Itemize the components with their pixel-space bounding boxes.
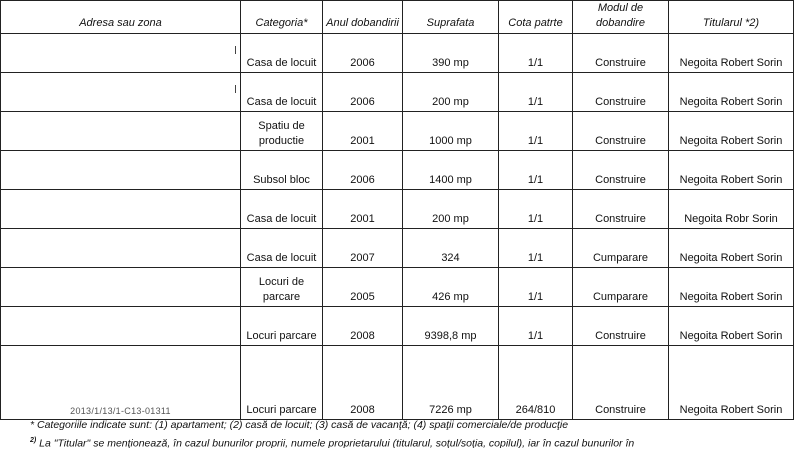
header-year: Anul dobandirii <box>323 1 403 34</box>
cell-mode: Construire <box>573 34 669 73</box>
cell-share: 1/1 <box>499 229 573 268</box>
cell-mode: Cumparare <box>573 229 669 268</box>
table-row <box>1 190 794 229</box>
cell-area: 1400 mp <box>403 151 499 190</box>
cell-owner: Negoita Robr Sorin <box>669 190 794 229</box>
cell-mode: Construire <box>573 307 669 346</box>
cell-address <box>1 34 241 73</box>
header-share: Cota patrte <box>499 1 573 34</box>
cell-owner: Negoita Robert Sorin <box>669 268 794 307</box>
cell-area: 200 mp <box>403 190 499 229</box>
cell-owner: Negoita Robert Sorin <box>669 151 794 190</box>
cell-category: Casa de locuit <box>241 34 323 73</box>
cell-owner: Negoita Robert Sorin <box>669 73 794 112</box>
cell-area: 390 mp <box>403 34 499 73</box>
cell-share: 1/1 <box>499 112 573 151</box>
cell-year: 2006 <box>323 34 403 73</box>
cell-mode: Construire <box>573 73 669 112</box>
cell-area: 7226 mp <box>403 346 499 420</box>
table-row <box>1 73 794 112</box>
cell-share: 264/810 <box>499 346 573 420</box>
cell-share: 1/1 <box>499 151 573 190</box>
cell-year: 2008 <box>323 307 403 346</box>
header-category: Categoria* <box>241 1 323 34</box>
cell-category: Subsol bloc <box>241 151 323 190</box>
cell-address <box>1 268 241 307</box>
cell-address <box>1 73 241 112</box>
cell-area: 426 mp <box>403 268 499 307</box>
header-address: Adresa sau zona <box>1 1 241 34</box>
redaction-mark <box>235 85 236 93</box>
footnote-owner-text: La "Titular" se menţionează, în cazul bunurilor proprii, numele proprietarului (titularul, soţul/soţia, copilul), iar în cazul bunurilor în <box>36 437 635 448</box>
cell-area: 1000 mp <box>403 112 499 151</box>
cell-owner: Negoita Robert Sorin <box>669 112 794 151</box>
table-row <box>1 346 794 420</box>
cell-year: 2001 <box>323 190 403 229</box>
cell-share: 1/1 <box>499 268 573 307</box>
cell-area: 200 mp <box>403 73 499 112</box>
cell-address <box>1 112 241 151</box>
table-row <box>1 229 794 268</box>
footnote-owner <box>30 433 800 448</box>
footnotes <box>30 418 800 448</box>
cell-category: Casa de locuit <box>241 73 323 112</box>
table-row <box>1 34 794 73</box>
cell-owner: Negoita Robert Sorin <box>669 307 794 346</box>
cell-owner: Negoita Robert Sorin <box>669 34 794 73</box>
cell-mode: Construire <box>573 151 669 190</box>
cell-owner: Negoita Robert Sorin <box>669 346 794 420</box>
table-row <box>1 112 794 151</box>
header-owner: Titularul *2) <box>669 1 794 34</box>
footnote-marker: 2) <box>30 437 37 444</box>
cell-year: 2001 <box>323 112 403 151</box>
cropped-cadastral-number: 2013/1/13/1-C13-01311 <box>70 407 171 416</box>
cell-year: 2006 <box>323 151 403 190</box>
cell-category: Locuri de parcare <box>241 268 323 307</box>
cell-share: 1/1 <box>499 307 573 346</box>
footnote-categories: * Categoriile indicate sunt: (1) apartament; (2) casă de locuit; (3) casă de vacanţă; (4) spaţii comerciale/de producţie <box>30 419 569 431</box>
table-row <box>1 268 794 307</box>
cell-category: Locuri parcare <box>241 307 323 346</box>
cell-area: 9398,8 mp <box>403 307 499 346</box>
cell-share: 1/1 <box>499 73 573 112</box>
cell-owner: Negoita Robert Sorin <box>669 229 794 268</box>
cell-mode: Construire <box>573 190 669 229</box>
table-row <box>1 151 794 190</box>
cell-address <box>1 307 241 346</box>
cell-share: 1/1 <box>499 190 573 229</box>
cell-year: 2005 <box>323 268 403 307</box>
cell-address <box>1 151 241 190</box>
cell-address <box>1 229 241 268</box>
cell-share: 1/1 <box>499 34 573 73</box>
header-mode: Modul de dobandire <box>573 1 669 34</box>
cell-category: Casa de locuit <box>241 229 323 268</box>
header-area: Suprafata <box>403 1 499 34</box>
cell-mode: Construire <box>573 346 669 420</box>
cell-area: 324 <box>403 229 499 268</box>
cell-category: Casa de locuit <box>241 190 323 229</box>
table-header-row <box>1 1 794 34</box>
cell-mode: Construire <box>573 112 669 151</box>
cell-year: 2006 <box>323 73 403 112</box>
cell-category: Spatiu de productie <box>241 112 323 151</box>
cell-mode: Cumparare <box>573 268 669 307</box>
cell-address <box>1 346 241 420</box>
cell-address <box>1 190 241 229</box>
redaction-mark <box>235 46 236 54</box>
cell-category: Locuri parcare <box>241 346 323 420</box>
cell-year: 2007 <box>323 229 403 268</box>
cell-year: 2008 <box>323 346 403 420</box>
table-row <box>1 307 794 346</box>
